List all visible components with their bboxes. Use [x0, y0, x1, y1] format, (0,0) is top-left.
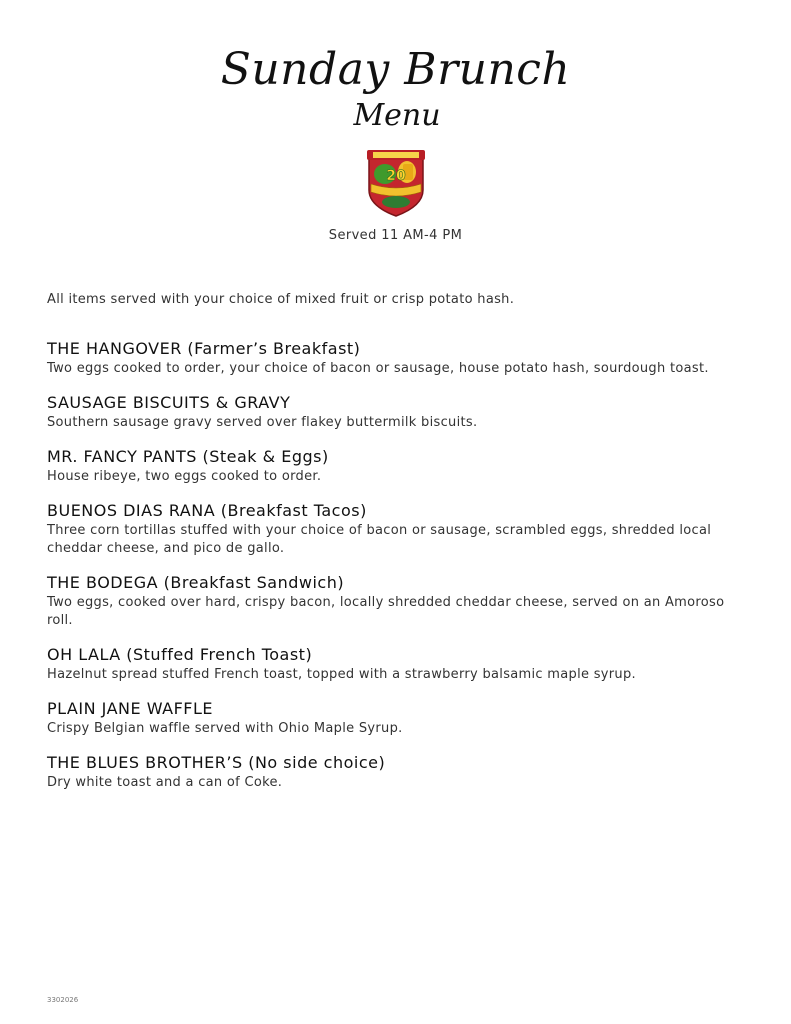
menu-item-description: Three corn tortillas stuffed with your choice of bacon or sausage, scrambled eggs, shredded local cheddar cheese, and pico de gallo.: [47, 523, 712, 556]
menu-item-description: Hazelnut spread stuffed French toast, topped with a strawberry balsamic maple syrup.: [47, 667, 636, 682]
menu-item-description: Two eggs, cooked over hard, crispy bacon, locally shredded cheddar cheese, served on an Amoroso roll.: [47, 595, 725, 628]
menu-item: [47, 698, 727, 738]
menu-item-name: MR. FANCY PANTS (Steak & Eggs): [47, 447, 329, 466]
menu-item: [47, 644, 727, 684]
menu-item: [47, 572, 727, 630]
logo-graphic: [363, 146, 429, 218]
menu-item: [47, 446, 727, 486]
menu-item: [47, 392, 727, 432]
menu-item-name: SAUSAGE BISCUITS & GRAVY: [47, 393, 291, 412]
svg-text:20: 20: [386, 168, 406, 184]
document-code: 3302026: [47, 996, 79, 1004]
page-title: Sunday Brunch: [220, 44, 571, 95]
menu-item-description: Southern sausage gravy served over flakey buttermilk biscuits.: [47, 415, 478, 430]
menu-item: [47, 338, 727, 378]
menu-list: [47, 338, 727, 806]
menu-item-description: Crispy Belgian waffle served with Ohio Maple Syrup.: [47, 721, 403, 736]
hoppin-frog-logo-icon: [363, 146, 429, 218]
menu-item-name: OH LALA (Stuffed French Toast): [47, 645, 313, 664]
side-choice-note: All items served with your choice of mixed fruit or crisp potato hash.: [47, 292, 515, 307]
menu-item-name: BUENOS DIAS RANA (Breakfast Tacos): [47, 501, 367, 520]
page-subtitle: Menu: [353, 98, 441, 133]
menu-item-name: THE BODEGA (Breakfast Sandwich): [47, 573, 345, 592]
serving-hours: Served 11 AM-4 PM: [328, 228, 463, 243]
menu-item-description: Dry white toast and a can of Coke.: [47, 775, 283, 790]
menu-item-name: PLAIN JANE WAFFLE: [47, 699, 214, 718]
menu-item-name: THE HANGOVER (Farmer’s Breakfast): [47, 339, 361, 358]
menu-item: [47, 752, 727, 792]
menu-item-description: House ribeye, two eggs cooked to order.: [47, 469, 322, 484]
menu-item: [47, 500, 727, 558]
menu-item-name: THE BLUES BROTHER’S (No side choice): [47, 753, 386, 772]
menu-item-description: Two eggs cooked to order, your choice of bacon or sausage, house potato hash, sourdough toast.: [47, 361, 709, 376]
